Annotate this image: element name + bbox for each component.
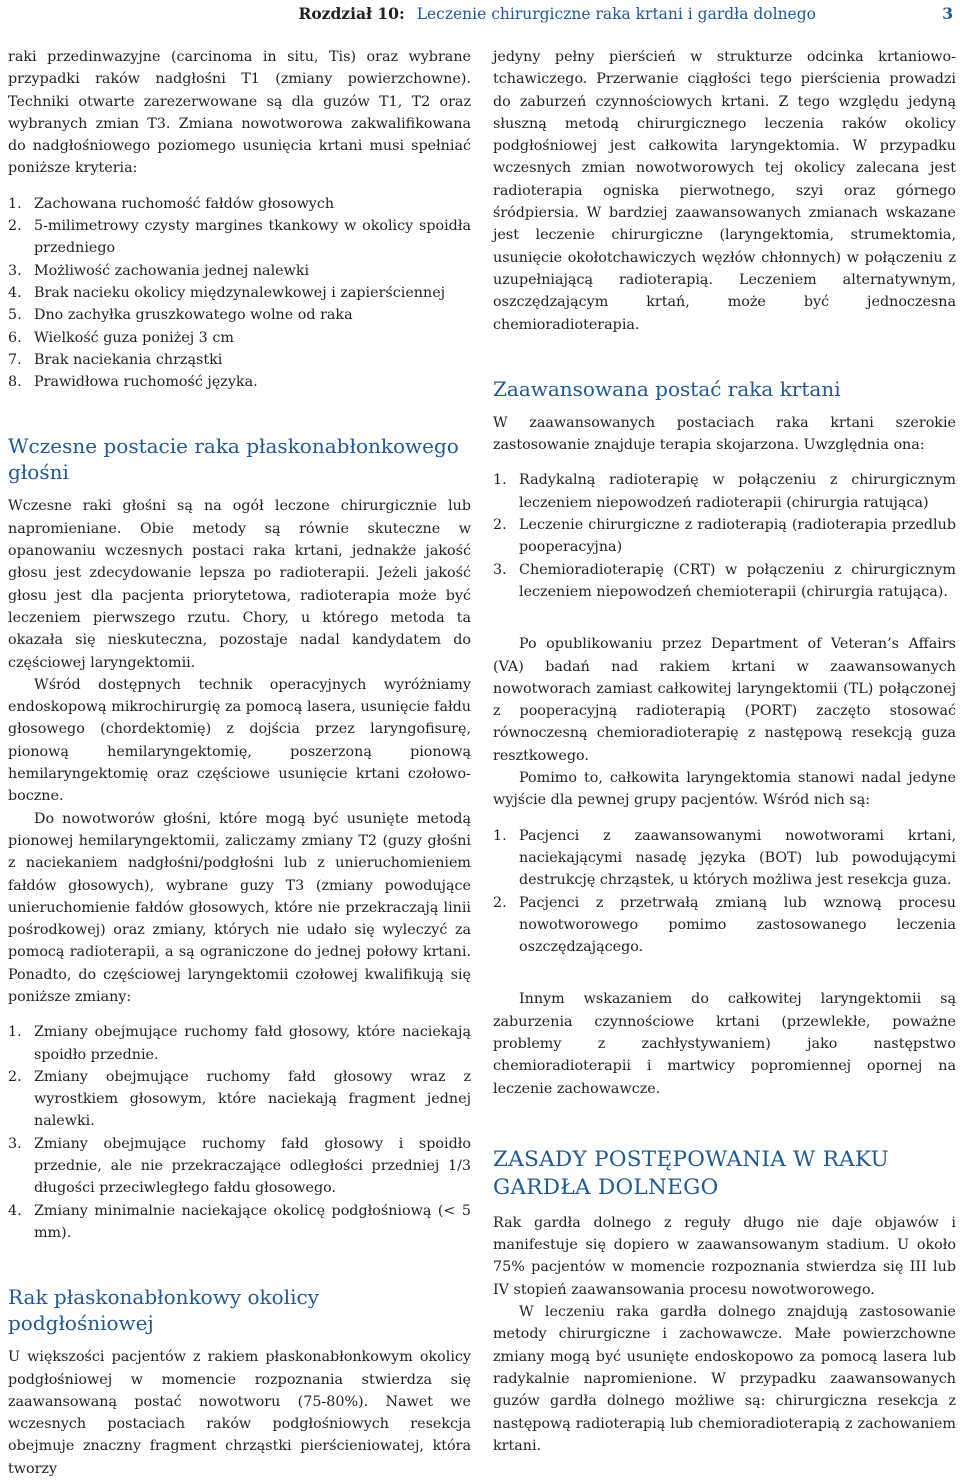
list-item	[8, 260, 471, 282]
list-number: 1.	[8, 195, 22, 212]
page-number: 3	[942, 4, 953, 23]
list-item	[8, 1200, 471, 1245]
list-number: 2.	[493, 894, 507, 911]
section-heading-subglottic: Rak płaskonabłonkowy okolicy podgłośniowej	[8, 1285, 319, 1336]
patients-list	[493, 825, 956, 959]
list-text: Pacjenci z przetrwałą zmianą lub wznową procesu nowotworowego pomimo zastosowanego leczenia oszczędzającego.	[519, 894, 956, 956]
list-item	[493, 892, 956, 959]
running-header	[298, 4, 816, 23]
other-indication-paragraph: Innym wskazaniem do całkowitej laryngektomii są zaburzenia czynnościowe krtani (przewlekłe, poważne problemy z zachłystywaniem) jako następstwo chemioradioterapii i martwicy popromiennej opornej na leczenie zachowawcze.	[493, 991, 956, 1097]
list-text: Zmiany obejmujące ruchomy fałd głosowy i spoidło przednie, ale nie przekraczające odległości przedniej 1/3 długości przeciwległego fałdu głosowego.	[34, 1135, 471, 1197]
list-text: Wielkość guza poniżej 3 cm	[34, 329, 234, 346]
left-column	[8, 46, 471, 1480]
section-heading-early-glottic: Wczesne postacie raka płaskonabłonkowego głośni	[8, 434, 459, 485]
list-text: Chemioradioterapię (CRT) w połączeniu z chirurgicznym leczeniem niepowodzeń chemioterapii (chirurgia ratująca).	[519, 561, 956, 600]
criteria-list	[8, 193, 471, 394]
chapter-title: Leczenie chirurgiczne raka krtani i gardła dolnego	[416, 5, 816, 23]
list-text: Leczenie chirurgiczne z radioterapią (radioterapia przedlub pooperacyjna)	[519, 517, 956, 556]
list-number: 4.	[8, 284, 22, 301]
list-number: 2.	[493, 517, 507, 534]
right-column	[493, 46, 956, 1457]
list-item	[8, 1066, 471, 1133]
despite-paragraph: Pomimo to, całkowita laryngektomia stanowi nadal jedyne wyjście dla pewnej grupy pacjentów. Wśród nich są:	[493, 770, 956, 809]
list-number: 8.	[8, 374, 22, 391]
list-number: 3.	[8, 1135, 22, 1152]
early-paragraph-1: Wczesne raki głośni są na ogół leczone chirurgicznie lub napromieniane. Obie metody są równie skuteczne w opanowaniu wczesnych postaci raka krtani, jednakże jakość głosu jest zdecydowanie lepsza po radioterapii. Jeżeli jakość głosu jest dla pacjenta priorytetowa, radioterapia może być leczeniem pierwszego rzutu. Chory, u którego metoda ta okazała się nieskuteczna, pozostaje nadal kandydatem do częściowej laryngektomii.	[8, 498, 471, 671]
list-text: Brak nacieku okolicy międzynalewkowej i zapierściennej	[34, 284, 446, 301]
intro-paragraph: raki przedinwazyjne (carcinoma in situ, Tis) oraz wybrane przypadki raków nadgłośni T1 (zmiany powierzchowne). Techniki otwarte zarezerwowane są dla guzów T1, T2 oraz wybranych zmian T3. Zmiana nowotworowa zakwalifikowana do nadgłośniowego poziomego usunięcia krtani musi spełniać poniższe kryteria:	[8, 49, 471, 177]
list-text: Zmiany obejmujące ruchomy fałd głosowy, które naciekają spoidło przednie.	[34, 1024, 471, 1063]
list-text: Brak naciekania chrząstki	[34, 351, 223, 368]
section-heading-advanced: Zaawansowana postać raka krtani	[493, 376, 841, 401]
list-item	[493, 469, 956, 514]
list-number: 6.	[8, 329, 22, 346]
list-item	[8, 327, 471, 349]
list-text: Możliwość zachowania jednej nalewki	[34, 262, 310, 279]
list-item	[8, 1133, 471, 1200]
list-item	[8, 282, 471, 304]
subglottic-paragraph-1: U większości pacjentów z rakiem płaskonabłonkowym okolicy podgłośniowej w momencie rozpoznania stwierdza się zaawansowaną postać nowotworu (75-80%). Nawet we wczesnych postaciach raków podgłośniowych resekcja obejmuje znaczny fragment chrząstki pierścieniowatej, która tworzy	[8, 1349, 471, 1477]
list-item	[8, 304, 471, 326]
va-paragraph: Po opublikowaniu przez Department of Veteran’s Affairs (VA) badań nad rakiem krtani w zaawansowanych nowotworach zamiast całkowitej laryngektomii (TL) połączonej z pooperacyjną radioterapią (PORT) zaczęto stosować równoczesną chemioradioterapię z następową resekcją guza resztkowego.	[493, 636, 956, 764]
section-heading-hypopharynx: ZASADY POSTĘPOWANIA W RAKU GARDŁA DOLNEGO	[493, 1146, 890, 1200]
list-text: Zachowana ruchomość fałdów głosowych	[34, 195, 335, 212]
list-text: Radykalną radioterapię w połączeniu z chirurgicznym leczeniem niepowodzeń radioterapii (chirurgia ratująca)	[519, 472, 956, 511]
list-item	[8, 349, 471, 371]
list-number: 7.	[8, 351, 22, 368]
list-item	[493, 825, 956, 892]
list-item	[493, 514, 956, 559]
list-item	[8, 371, 471, 393]
list-text: Zmiany minimalnie naciekające okolicę podgłośniową (< 5 mm).	[34, 1202, 471, 1241]
list-text: Prawidłowa ruchomość języka.	[34, 374, 258, 391]
list-number: 1.	[493, 472, 507, 489]
list-item	[8, 215, 471, 260]
list-item	[493, 559, 956, 604]
advanced-paragraph-1: W zaawansowanych postaciach raka krtani szerokie zastosowanie znajduje terapia skojarzona. Uwzględnia ona:	[493, 414, 956, 454]
list-text: Dno zachyłka gruszkowatego wolne od raka	[34, 307, 353, 324]
hypopharynx-paragraph-1: Rak gardła dolnego z reguły długo nie daje objawów i manifestuje się dopiero w zaawansowanym stadium. U około 75% pacjentów w momencie rozpoznania stwierdza się III lub IV stopień zaawansowania procesu nowotworowego.	[493, 1214, 956, 1298]
list-number: 2.	[8, 218, 22, 235]
early-paragraph-3: Do nowotworów głośni, które mogą być usunięte metodą pionowej hemilaryngektomii, zaliczamy zmiany T2 (guzy głośni z naciekaniem nadgłośni/podgłośni lub z unieruchomieniem fałdów głosowych), wybrane guzy T3 (zmiany powodujące unieruchomienie fałdów głosowych, które nie przekraczają linii pośrodkowej) oraz zmiany, których nie udało się wyleczyć za pomocą radioterapii, a są ograniczone do jednej połowy krtani. Ponadto, do częściowej laryngektomii czołowej kwalifikują się poniższe zmiany:	[8, 810, 471, 1005]
list-number: 2.	[8, 1068, 22, 1085]
list-text: 5-milimetrowy czysty margines tkankowy w okolicy spoidła przedniego	[34, 218, 471, 257]
list-text: Pacjenci z zaawansowanymi nowotworami krtani, naciekającymi nasadę języka (BOT) lub powodującymi destrukcję chrząstek, u których możliwa jest resekcja guza.	[519, 827, 956, 889]
early-paragraph-2: Wśród dostępnych technik operacyjnych wyróżniamy endoskopową mikrochirurgię za pomocą lasera, usunięcie fałdu głosowego (chordektomię) z dojścia przez laryngofisurę, pionową hemilaryngektomię, poszerzoną pionową hemilaryngektomię oraz częściowe usunięcie krtani czołowo-boczne.	[8, 676, 471, 805]
page-header	[0, 0, 960, 30]
list-number: 4.	[8, 1202, 22, 1219]
continuation-paragraph: jedyny pełny pierścień w strukturze odcinka krtaniowo-tchawiczego. Przerwanie ciągłości tego pierścienia prowadzi do zaburzeń czynnościowych krtani. Z tego względu jedyną słuszną metodą chirurgicznego leczenia raków okolicy podgłośniowej jest całkowita laryngektomia. W przypadku wczesnych zmian nowotworowych tej okolicy zalecana jest radioterapia ogniska pierwotnego, szyi oraz górnego śródpiersia. W bardziej zaawansowanych zmianach wskazane jest leczenie chirurgiczne (laryngektomia, strumektomia, usunięcie okołotchawiczych węzłów chłonnych) w połączeniu z uzupełniającą radioterapią. Leczeniem alternatywnym, oszczędzającym krtań, może być jednoczesna chemioradioterapia.	[493, 49, 956, 333]
list-number: 3.	[8, 262, 22, 279]
list-text: Zmiany obejmujące ruchomy fałd głosowy wraz z wyrostkiem głosowym, które naciekają fragment jednej nalewki.	[34, 1068, 471, 1130]
list-number: 1.	[8, 1024, 22, 1041]
list-number: 1.	[493, 827, 507, 844]
hypopharynx-paragraph-2: W leczeniu raka gardła dolnego znajdują zastosowanie metody chirurgiczne i zachowawcze. Małe powierzchowne zmiany mogą być usunięte endoskopowo za pomocą lasera lub radykalnie napromienione. W przypadku zaawansowanych guzów gardła dolnego możliwe są: chirurgiczna resekcja z następową radioterapią lub chemioradioterapią z zachowaniem krtani.	[493, 1304, 956, 1454]
changes-list	[8, 1021, 471, 1244]
list-number: 5.	[8, 307, 22, 324]
list-item	[8, 1021, 471, 1066]
list-item	[8, 193, 471, 215]
list-number: 3.	[493, 561, 507, 578]
therapies-list	[493, 469, 956, 603]
chapter-label: Rozdział 10:	[298, 4, 405, 23]
